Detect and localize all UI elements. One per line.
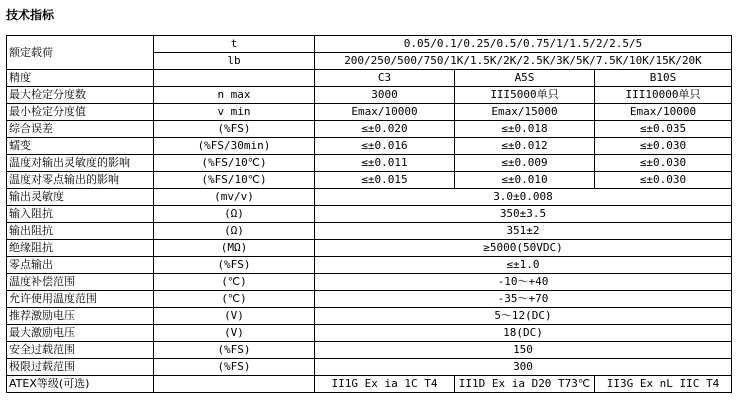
param-label: 输出灵敏度 xyxy=(7,189,154,206)
value-cell: ≤±0.035 xyxy=(595,121,732,138)
value-cell: ≤±0.012 xyxy=(455,138,595,155)
value-cell: ≤±0.016 xyxy=(315,138,455,155)
value-cell: Emax/15000 xyxy=(455,104,595,121)
value-cell: ≤±0.015 xyxy=(315,172,455,189)
table-row xyxy=(7,36,732,53)
value-cell: 300 xyxy=(315,359,732,376)
value-cell: ≤±0.020 xyxy=(315,121,455,138)
param-label: 推荐激励电压 xyxy=(7,308,154,325)
table-row xyxy=(7,325,732,342)
param-label: 额定载荷 xyxy=(7,36,154,70)
page-title: 技术指标 xyxy=(6,8,55,22)
value-cell: II1D Ex ia D20 T73℃ xyxy=(455,376,595,393)
table-row xyxy=(7,138,732,155)
table-row xyxy=(7,257,732,274)
unit-cell: (Ω) xyxy=(154,206,315,223)
value-cell: ≤±0.011 xyxy=(315,155,455,172)
table-row xyxy=(7,359,732,376)
unit-cell: (%FS) xyxy=(154,121,315,138)
value-cell: ≥5000(50VDC) xyxy=(315,240,732,257)
value-cell: -35～+70 xyxy=(315,291,732,308)
value-cell: III5000单只 xyxy=(455,87,595,104)
param-label: 绝缘阻抗 xyxy=(7,240,154,257)
unit-cell: v min xyxy=(154,104,315,121)
value-cell: Emax/10000 xyxy=(595,104,732,121)
param-label: 安全过载范围 xyxy=(7,342,154,359)
param-label: 精度 xyxy=(7,70,154,87)
table-row xyxy=(7,291,732,308)
table-row xyxy=(7,274,732,291)
value-cell: ≤±0.009 xyxy=(455,155,595,172)
table-row xyxy=(7,308,732,325)
unit-cell: t xyxy=(154,36,315,53)
value-cell: ≤±0.010 xyxy=(455,172,595,189)
value-cell: ≤±0.030 xyxy=(595,155,732,172)
param-label: 蠕变 xyxy=(7,138,154,155)
unit-cell: (mv/v) xyxy=(154,189,315,206)
unit-cell xyxy=(154,376,315,393)
value-cell: 5～12(DC) xyxy=(315,308,732,325)
unit-cell xyxy=(154,70,315,87)
value-cell: C3 xyxy=(315,70,455,87)
value-cell: Emax/10000 xyxy=(315,104,455,121)
unit-cell: (℃) xyxy=(154,291,315,308)
table-row xyxy=(7,155,732,172)
param-label: 最大激励电压 xyxy=(7,325,154,342)
unit-cell: (V) xyxy=(154,308,315,325)
table-row xyxy=(7,223,732,240)
value-cell: B10S xyxy=(595,70,732,87)
unit-cell: (%FS) xyxy=(154,359,315,376)
param-label: 最大检定分度数 xyxy=(7,87,154,104)
value-cell: ≤±0.030 xyxy=(595,138,732,155)
param-label: 零点输出 xyxy=(7,257,154,274)
param-label: 输入阻抗 xyxy=(7,206,154,223)
unit-cell: (MΩ) xyxy=(154,240,315,257)
param-label: 极限过载范围 xyxy=(7,359,154,376)
table-row xyxy=(7,70,732,87)
value-cell: 200/250/500/750/1K/1.5K/2K/2.5K/3K/5K/7.5K/10K/15K/20K xyxy=(315,53,732,70)
unit-cell: lb xyxy=(154,53,315,70)
value-cell: -10～+40 xyxy=(315,274,732,291)
value-cell: 0.05/0.1/0.25/0.5/0.75/1/1.5/2/2.5/5 xyxy=(315,36,732,53)
param-label: 综合误差 xyxy=(7,121,154,138)
param-label: 温度补偿范围 xyxy=(7,274,154,291)
unit-cell: (%FS) xyxy=(154,342,315,359)
table-row xyxy=(7,376,732,393)
value-cell: III10000单只 xyxy=(595,87,732,104)
value-cell: 18(DC) xyxy=(315,325,732,342)
unit-cell: (%FS/30min) xyxy=(154,138,315,155)
value-cell: 150 xyxy=(315,342,732,359)
spec-table xyxy=(6,35,732,393)
table-row xyxy=(7,189,732,206)
unit-cell: n max xyxy=(154,87,315,104)
unit-cell: (Ω) xyxy=(154,223,315,240)
value-cell: 3000 xyxy=(315,87,455,104)
value-cell: ≤±0.030 xyxy=(595,172,732,189)
value-cell: ≤±0.018 xyxy=(455,121,595,138)
param-label: 输出阻抗 xyxy=(7,223,154,240)
value-cell: A5S xyxy=(455,70,595,87)
value-cell: 3.0±0.008 xyxy=(315,189,732,206)
value-cell: II1G Ex ia 1C T4 xyxy=(315,376,455,393)
param-label: 最小检定分度值 xyxy=(7,104,154,121)
unit-cell: (℃) xyxy=(154,274,315,291)
unit-cell: (V) xyxy=(154,325,315,342)
value-cell: 351±2 xyxy=(315,223,732,240)
unit-cell: (%FS/10℃) xyxy=(154,172,315,189)
table-row xyxy=(7,240,732,257)
param-label: 允许使用温度范围 xyxy=(7,291,154,308)
value-cell: 350±3.5 xyxy=(315,206,732,223)
param-label: 温度对输出灵敏度的影响 xyxy=(7,155,154,172)
param-label: ATEX等级(可选) xyxy=(7,376,154,393)
table-row xyxy=(7,121,732,138)
table-row xyxy=(7,172,732,189)
value-cell: ≤±1.0 xyxy=(315,257,732,274)
unit-cell: (%FS) xyxy=(154,257,315,274)
table-row xyxy=(7,342,732,359)
table-row xyxy=(7,87,732,104)
unit-cell: (%FS/10℃) xyxy=(154,155,315,172)
param-label: 温度对零点输出的影响 xyxy=(7,172,154,189)
table-row xyxy=(7,206,732,223)
table-row xyxy=(7,104,732,121)
value-cell: II3G Ex nL IIC T4 xyxy=(595,376,732,393)
